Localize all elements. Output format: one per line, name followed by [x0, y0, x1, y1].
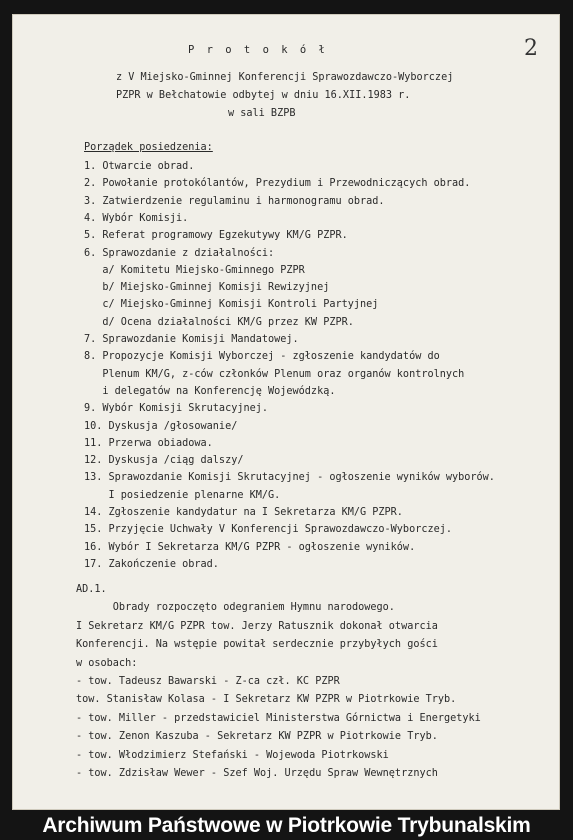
agenda-item: c/ Miejsko-Gminnej Komisji Kontroli Partyjnej	[84, 299, 379, 311]
body-line: - tow. Tadeusz Bawarski - Z-ca czł. KC PZPR	[76, 676, 340, 687]
agenda-item: i delegatów na Konferencję Wojewódzką.	[84, 385, 336, 397]
agenda-item: 12. Dyskusja /ciąg dalszy/	[84, 455, 244, 467]
body-line: - tow. Włodzimierz Stefański - Wojewoda Piotrkowski	[76, 749, 389, 761]
agenda-item: 15. Przyjęcie Uchwały V Konferencji Sprawozdawczo-Wyborczej.	[84, 524, 453, 536]
agenda-item: d/ Ocena działalności KM/G przez KW PZPR.	[84, 316, 354, 328]
page-number: 2	[524, 36, 538, 61]
agenda-item: 6. Sprawozdanie z działalności:	[84, 247, 275, 259]
agenda-item: 2. Powołanie protokólantów, Prezydium i Przewodniczących obrad.	[84, 178, 471, 190]
agenda-item: 11. Przerwa obiadowa.	[84, 437, 213, 449]
agenda-item: 17. Zakończenie obrad.	[84, 558, 219, 570]
document-page	[12, 14, 560, 810]
agenda-item: 10. Dyskusja /głosowanie/	[84, 420, 238, 432]
body-line: Obrady rozpoczęto odegraniem Hymnu narodowego.	[76, 602, 395, 614]
document-title: P r o t o k ó ł	[188, 44, 328, 56]
body-line: AD.1.	[76, 584, 107, 595]
body-line: Konferencji. Na wstępie powitał serdecznie przybyłych gości	[76, 639, 438, 651]
body-line: tow. Stanisław Kolasa - I Sekretarz KW PZPR w Piotrkowie Tryb.	[76, 694, 457, 706]
agenda-heading: Porządek posiedzenia:	[84, 142, 213, 153]
agenda-item: 7. Sprawozdanie Komisji Mandatowej.	[84, 334, 299, 345]
agenda-item: 16. Wybór I Sekretarza KM/G PZPR - ogłoszenie wyników.	[84, 541, 416, 553]
body-line: - tow. Zdzisław Wewer - Szef Woj. Urzędu Spraw Wewnętrznych	[76, 768, 438, 779]
agenda-item: I posiedzenie plenarne KM/G.	[84, 489, 281, 501]
agenda-item: 3. Zatwierdzenie regulaminu i harmonogramu obrad.	[84, 195, 385, 207]
agenda-item: 14. Zgłoszenie kandydatur na I Sekretarza KM/G PZPR.	[84, 507, 403, 518]
body-line: - tow. Zenon Kaszuba - Sekretarz KW PZPR w Piotrkowie Tryb.	[76, 731, 438, 743]
header-line-2: PZPR w Bełchatowie odbytej w dniu 16.XII.1983 r.	[116, 90, 411, 101]
agenda-item: 13. Sprawozdanie Komisji Skrutacyjnej - ogłoszenie wyników wyborów.	[84, 472, 495, 484]
agenda-item: 9. Wybór Komisji Skrutacyjnej.	[84, 403, 269, 415]
agenda-item: 5. Referat programowy Egzekutywy KM/G PZPR.	[84, 230, 348, 242]
agenda-item: 1. Otwarcie obrad.	[84, 161, 195, 172]
body-line: - tow. Miller - przedstawiciel Ministerstwa Górnictwa i Energetyki	[76, 712, 481, 724]
body-line: w osobach:	[76, 657, 138, 669]
header-line-3: w sali BZPB	[228, 108, 296, 119]
body-line: I Sekretarz KM/G PZPR tow. Jerzy Ratusznik dokonał otwarcia	[76, 620, 438, 632]
agenda-item: 4. Wybór Komisji.	[84, 212, 189, 224]
header-line-1: z V Miejsko-Gminnej Konferencji Sprawozdawczo-Wyborczej	[116, 72, 454, 83]
agenda-item: b/ Miejsko-Gminnej Komisji Rewizyjnej	[84, 282, 330, 294]
agenda-item: a/ Komitetu Miejsko-Gminnego PZPR	[84, 264, 305, 276]
archive-footer: Archiwum Państwowe w Piotrkowie Trybunalskim	[42, 814, 531, 837]
agenda-item: 8. Propozycje Komisji Wyborczej - zgłoszenie kandydatów do	[84, 351, 440, 363]
agenda-item: Plenum KM/G, z-ców członków Plenum oraz organów kontrolnych	[84, 368, 465, 380]
